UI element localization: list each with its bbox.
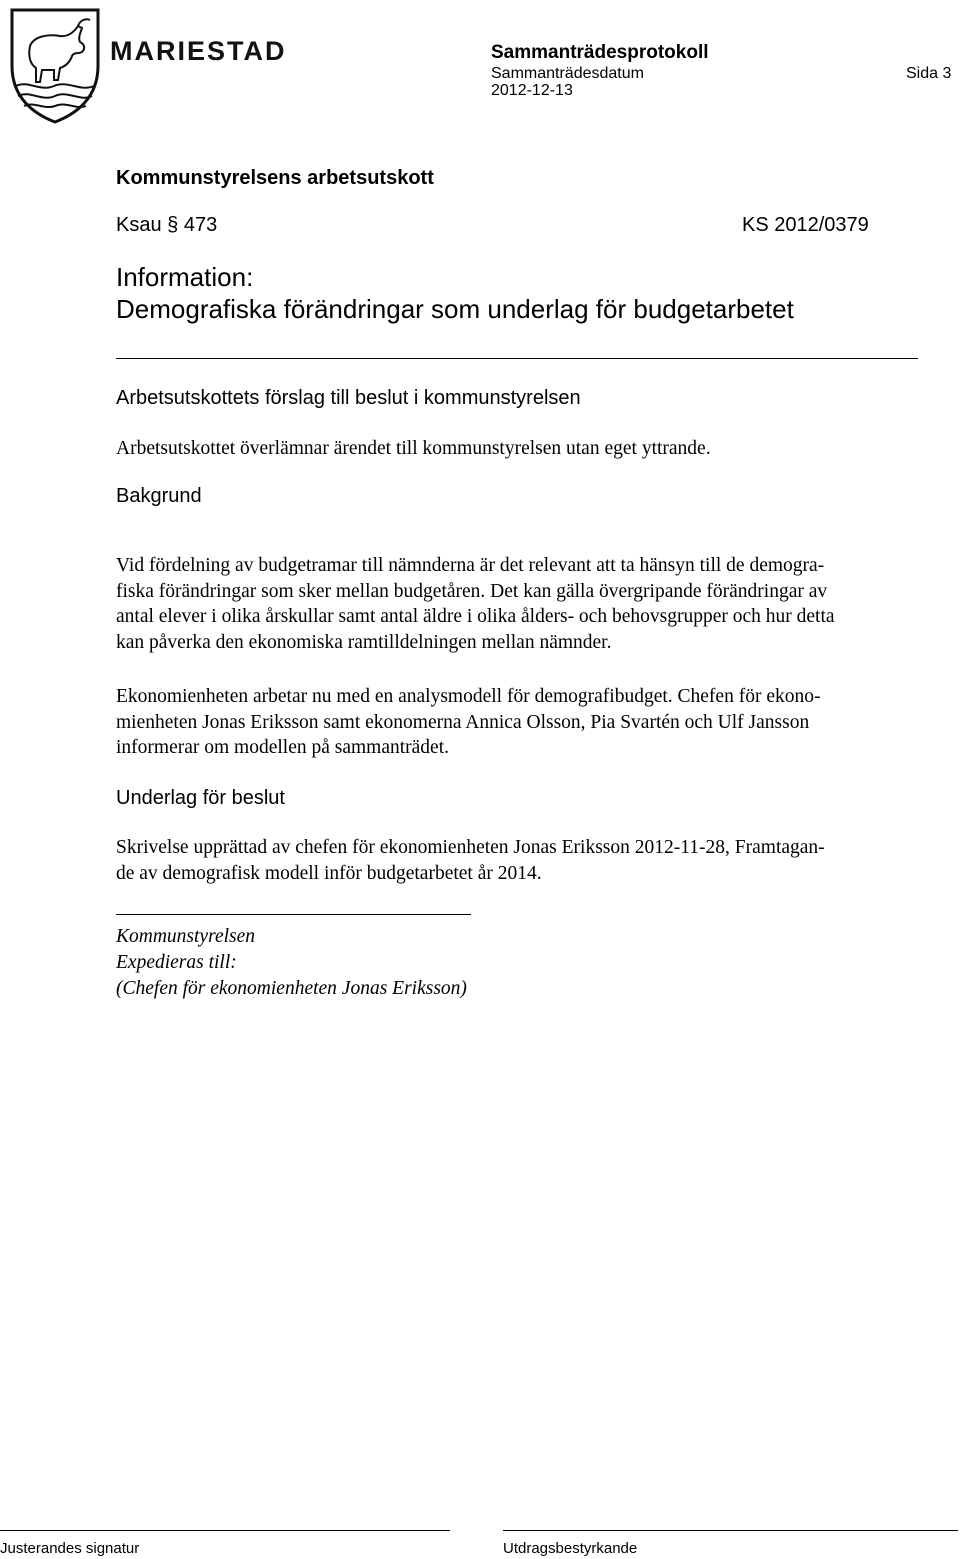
committee-name: Kommunstyrelsens arbetsutskott xyxy=(116,167,434,189)
basis-heading: Underlag för beslut xyxy=(116,787,285,809)
text-line: Skrivelse upprättad av chefen för ekonomienheten Jonas Eriksson 2012-11-28, Framtagan- xyxy=(116,837,825,858)
proposal-text: Arbetsutskottet överlämnar ärendet till kommunstyrelsen utan eget yttrande. xyxy=(116,438,711,459)
background-paragraph-1 xyxy=(116,553,952,655)
background-heading: Bakgrund xyxy=(116,485,202,507)
divider xyxy=(116,358,918,359)
distribution-recipient: Kommunstyrelsen xyxy=(116,926,256,947)
information-label: Information: xyxy=(116,262,254,292)
distribution-recipient: (Chefen för ekonomienheten Jonas Eriksson) xyxy=(116,978,467,999)
signature-line xyxy=(0,1530,450,1531)
text-line: informerar om modellen på sammanträdet. xyxy=(116,737,450,758)
text-line: kan påverka den ekonomiska ramtilldelningen mellan nämnder. xyxy=(116,631,612,653)
text-line: Vid fördelning av budgetramar till nämnderna är det relevant att ta hänsyn till de demogra- xyxy=(116,555,825,576)
case-reference: Ksau § 473 xyxy=(116,214,218,236)
text-line: mienheten Jonas Eriksson samt ekonomerna Annica Olsson, Pia Svartén och Ulf Jansson xyxy=(116,711,810,733)
meeting-date-value: 2012-12-13 xyxy=(491,82,573,99)
meeting-date-label: Sammanträdesdatum xyxy=(491,65,644,82)
logo-wordmark: MARIESTAD xyxy=(110,36,287,66)
text-line: de av demografisk modell inför budgetarbetet år 2014. xyxy=(116,862,542,884)
proposal-heading: Arbetsutskottets förslag till beslut i kommunstyrelsen xyxy=(116,387,581,409)
page-number: Sida 3 xyxy=(906,65,952,82)
subject-title: Demografiska förändringar som underlag för budgetarbetet xyxy=(116,294,794,324)
text-line: antal elever i olika årskullar samt antal äldre i olika ålders- och behovsgrupper och hur detta xyxy=(116,606,835,627)
document-type: Sammanträdesprotokoll xyxy=(491,42,709,63)
text-line: fiska förändringar som sker mellan budgetåren. Det kan gälla övergripande förändringar av xyxy=(116,580,828,602)
municipal-crest-logo xyxy=(8,6,102,124)
text-line: Ekonomienheten arbetar nu med en analysmodell för demografibudget. Chefen för ekono- xyxy=(116,686,821,707)
signature-label: Justerandes signatur xyxy=(0,1540,140,1557)
certification-label: Utdragsbestyrkande xyxy=(503,1540,638,1557)
case-number: KS 2012/0379 xyxy=(742,214,869,236)
distribution-divider xyxy=(116,914,471,915)
background-paragraph-2 xyxy=(116,684,952,761)
certification-line xyxy=(503,1530,958,1531)
basis-paragraph xyxy=(116,835,952,886)
distribution-label: Expedieras till: xyxy=(116,952,237,973)
